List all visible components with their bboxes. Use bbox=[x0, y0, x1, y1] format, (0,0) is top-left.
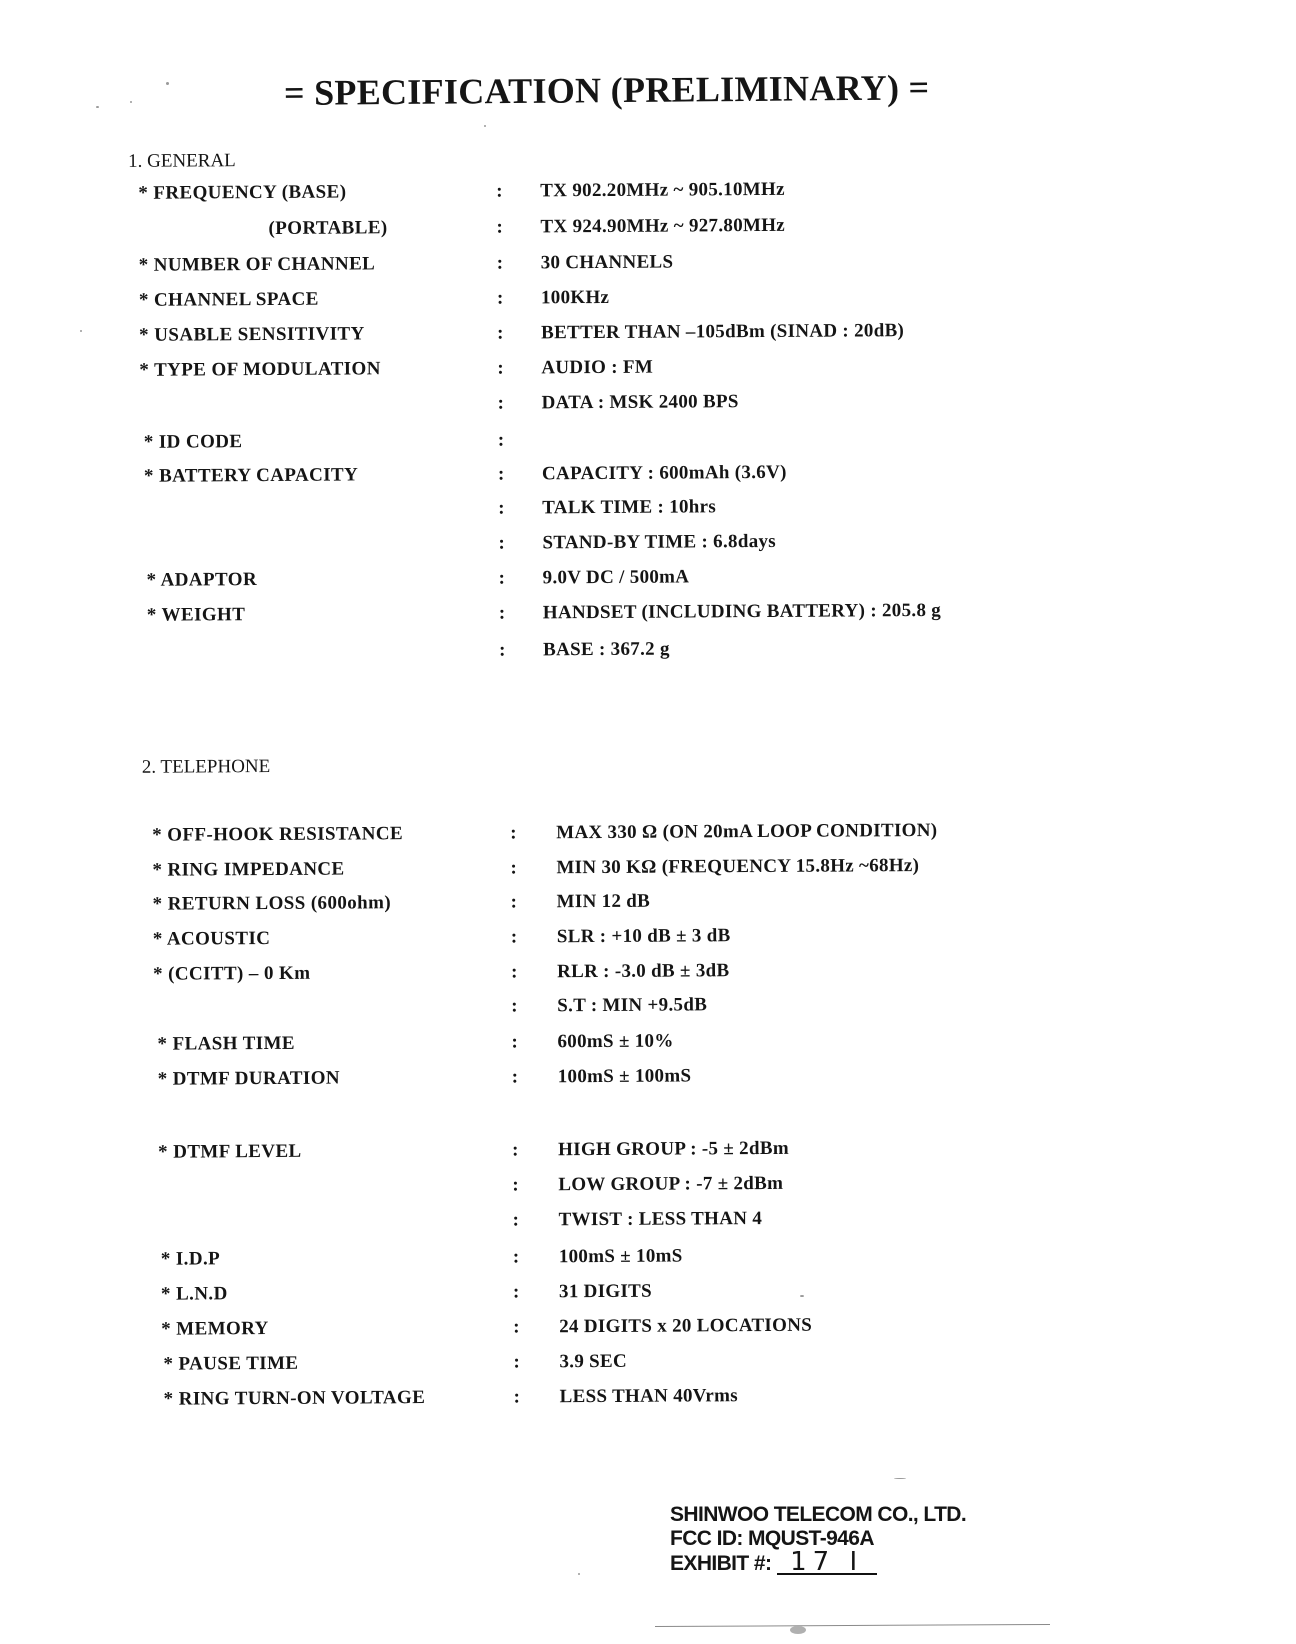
spec-row bbox=[0, 818, 1296, 850]
spec-value: 31 DIGITS bbox=[558, 1280, 653, 1303]
spec-row bbox=[0, 528, 1294, 560]
spec-label: * NUMBER OF CHANNEL bbox=[138, 253, 376, 276]
spec-label: * PAUSE TIME bbox=[163, 1352, 299, 1375]
spec-separator: : bbox=[499, 639, 506, 661]
spec-separator: : bbox=[510, 926, 518, 948]
spec-separator: : bbox=[512, 1174, 519, 1196]
spec-separator: : bbox=[512, 1209, 519, 1231]
spec-separator: : bbox=[511, 1066, 519, 1088]
spec-value: HANDSET (INCLUDING BATTERY) : 205.8 g bbox=[542, 599, 942, 624]
spec-row bbox=[0, 563, 1295, 595]
scan-speck bbox=[790, 1626, 806, 1634]
spec-separator: : bbox=[498, 602, 506, 624]
spec-separator: : bbox=[496, 287, 504, 309]
scan-speck bbox=[166, 82, 169, 85]
spec-separator: : bbox=[498, 567, 506, 589]
spec-value: MIN 30 KΩ (FREQUENCY 15.8Hz ~68Hz) bbox=[556, 855, 920, 879]
spec-label: * USABLE SENSITIVITY bbox=[139, 323, 365, 346]
spec-separator: : bbox=[497, 463, 505, 485]
scan-speck bbox=[894, 1478, 906, 1479]
page-title: = SPECIFICATION (PRELIMINARY) = bbox=[283, 67, 930, 113]
spec-row bbox=[4, 1382, 1296, 1414]
spec-separator: : bbox=[511, 995, 518, 1017]
spec-row bbox=[0, 248, 1293, 280]
spec-value: 600mS ± 10% bbox=[557, 1030, 674, 1053]
spec-value: SLR : +10 dB ± 3 dB bbox=[556, 925, 731, 948]
footer-stamp bbox=[670, 1503, 966, 1576]
spec-label: * RING TURN-ON VOLTAGE bbox=[163, 1387, 426, 1410]
spec-separator: : bbox=[498, 497, 505, 519]
spec-label: * RETURN LOSS (600ohm) bbox=[152, 892, 392, 915]
spec-separator: : bbox=[510, 822, 517, 844]
spec-row bbox=[0, 353, 1293, 385]
spec-row bbox=[0, 176, 1292, 208]
exhibit-number: 17 I bbox=[777, 1551, 877, 1575]
section-heading-telephone: 2. TELEPHONE bbox=[141, 756, 271, 778]
spec-label: * DTMF DURATION bbox=[157, 1067, 341, 1090]
spec-label: * TYPE OF MODULATION bbox=[139, 358, 381, 381]
spec-row bbox=[1, 887, 1296, 919]
spec-value: 3.9 SEC bbox=[559, 1350, 628, 1373]
spec-label: * ADAPTOR bbox=[146, 569, 258, 591]
spec-row bbox=[1, 991, 1296, 1023]
spec-separator: : bbox=[497, 322, 504, 344]
spec-row bbox=[2, 1170, 1296, 1202]
spec-value: 100mS ± 100mS bbox=[557, 1065, 692, 1088]
spec-value: 30 CHANNELS bbox=[540, 251, 674, 274]
spec-label: * FREQUENCY (BASE) bbox=[138, 181, 347, 204]
spec-value: 100mS ± 10mS bbox=[558, 1245, 683, 1268]
company-name: SHINWOO TELECOM CO., LTD. bbox=[670, 1503, 967, 1526]
spec-row bbox=[0, 283, 1293, 315]
scan-speck bbox=[578, 1573, 580, 1575]
scan-speck bbox=[80, 330, 82, 332]
spec-value: MIN 12 dB bbox=[556, 890, 651, 913]
spec-separator: : bbox=[512, 1246, 520, 1268]
scan-speck bbox=[800, 1295, 804, 1297]
spec-label: * ID CODE bbox=[143, 431, 243, 453]
spec-row bbox=[0, 853, 1296, 885]
spec-label: * MEMORY bbox=[161, 1318, 269, 1340]
spec-separator: : bbox=[513, 1351, 520, 1373]
spec-value: LOW GROUP : -7 ± 2dBm bbox=[558, 1172, 784, 1196]
spec-value: 9.0V DC / 500mA bbox=[542, 566, 690, 589]
spec-separator: : bbox=[496, 180, 503, 202]
spec-value: CAPACITY : 600mAh (3.6V) bbox=[541, 461, 787, 485]
spec-row bbox=[3, 1242, 1296, 1274]
spec-row bbox=[1, 957, 1296, 989]
spec-separator: : bbox=[510, 961, 518, 983]
spec-value: HIGH GROUP : -5 ± 2dBm bbox=[558, 1137, 789, 1161]
spec-row bbox=[0, 318, 1293, 350]
spec-separator: : bbox=[497, 392, 504, 414]
spec-row bbox=[0, 212, 1293, 244]
spec-row bbox=[2, 1135, 1296, 1167]
spec-value: STAND-BY TIME : 6.8days bbox=[542, 530, 777, 554]
spec-row bbox=[3, 1312, 1296, 1344]
spec-value: LESS THAN 40Vrms bbox=[559, 1385, 739, 1408]
spec-value: TX 924.90MHz ~ 927.80MHz bbox=[540, 214, 786, 238]
spec-separator: : bbox=[513, 1386, 521, 1408]
spec-separator: : bbox=[498, 532, 505, 554]
spec-label: * BATTERY CAPACITY bbox=[143, 464, 359, 487]
spec-value: 100KHz bbox=[540, 286, 610, 309]
scan-speck bbox=[130, 101, 132, 103]
spec-row bbox=[0, 388, 1294, 420]
spec-row bbox=[0, 425, 1294, 457]
spec-label: * (CCITT) – 0 Km bbox=[152, 962, 311, 985]
spec-value: TX 902.20MHz ~ 905.10MHz bbox=[540, 178, 785, 202]
spec-label: * FLASH TIME bbox=[157, 1032, 296, 1055]
spec-row bbox=[0, 635, 1295, 667]
spec-row bbox=[3, 1347, 1296, 1379]
spec-label: * L.N.D bbox=[160, 1283, 228, 1305]
spec-label: * CHANNEL SPACE bbox=[138, 288, 319, 311]
spec-separator: : bbox=[497, 357, 504, 379]
spec-label: * WEIGHT bbox=[146, 604, 246, 626]
spec-value: TALK TIME : 10hrs bbox=[542, 496, 717, 519]
spec-label: * RING IMPEDANCE bbox=[152, 858, 345, 881]
spec-row bbox=[0, 598, 1295, 630]
spec-row bbox=[3, 1205, 1296, 1237]
spec-separator: : bbox=[513, 1316, 520, 1338]
scan-speck bbox=[96, 106, 99, 108]
spec-row bbox=[0, 459, 1294, 491]
spec-separator: : bbox=[511, 1031, 518, 1053]
spec-label: * OFF-HOOK RESISTANCE bbox=[152, 823, 404, 846]
spec-value: DATA : MSK 2400 BPS bbox=[541, 391, 739, 414]
exhibit-line bbox=[670, 1547, 877, 1577]
fcc-id: FCC ID: MQUST-946A bbox=[670, 1527, 874, 1550]
spec-value: RLR : -3.0 dB ± 3dB bbox=[556, 960, 730, 983]
spec-row bbox=[1, 1027, 1296, 1059]
spec-label: * ACOUSTIC bbox=[152, 928, 271, 950]
spec-separator: : bbox=[496, 216, 503, 238]
spec-separator: : bbox=[496, 252, 504, 274]
spec-separator: : bbox=[510, 891, 518, 913]
spec-value: BASE : 367.2 g bbox=[543, 638, 670, 661]
spec-separator: : bbox=[497, 429, 505, 451]
section-heading-general: 1. GENERAL bbox=[128, 150, 236, 172]
spec-separator: : bbox=[512, 1139, 519, 1161]
spec-separator: : bbox=[512, 1281, 520, 1303]
spec-label: (PORTABLE) bbox=[268, 217, 388, 240]
spec-row bbox=[0, 493, 1294, 525]
spec-value: AUDIO : FM bbox=[541, 356, 654, 379]
exhibit-label: EXHIBIT #: bbox=[670, 1552, 772, 1575]
spec-value: BETTER THAN –105dBm (SINAD : 20dB) bbox=[541, 320, 905, 344]
spec-value: MAX 330 Ω (ON 20mA LOOP CONDITION) bbox=[556, 819, 938, 844]
spec-separator: : bbox=[510, 857, 517, 879]
spec-label: * I.D.P bbox=[160, 1248, 221, 1270]
spec-value: S.T : MIN +9.5dB bbox=[557, 994, 708, 1017]
spec-row bbox=[2, 1062, 1296, 1094]
spec-value: TWIST : LESS THAN 4 bbox=[558, 1208, 763, 1231]
spec-value: 24 DIGITS x 20 LOCATIONS bbox=[559, 1314, 813, 1338]
scan-speck bbox=[484, 125, 486, 127]
spec-label: * DTMF LEVEL bbox=[158, 1140, 302, 1163]
spec-row bbox=[1, 922, 1296, 954]
spec-row bbox=[3, 1277, 1296, 1309]
